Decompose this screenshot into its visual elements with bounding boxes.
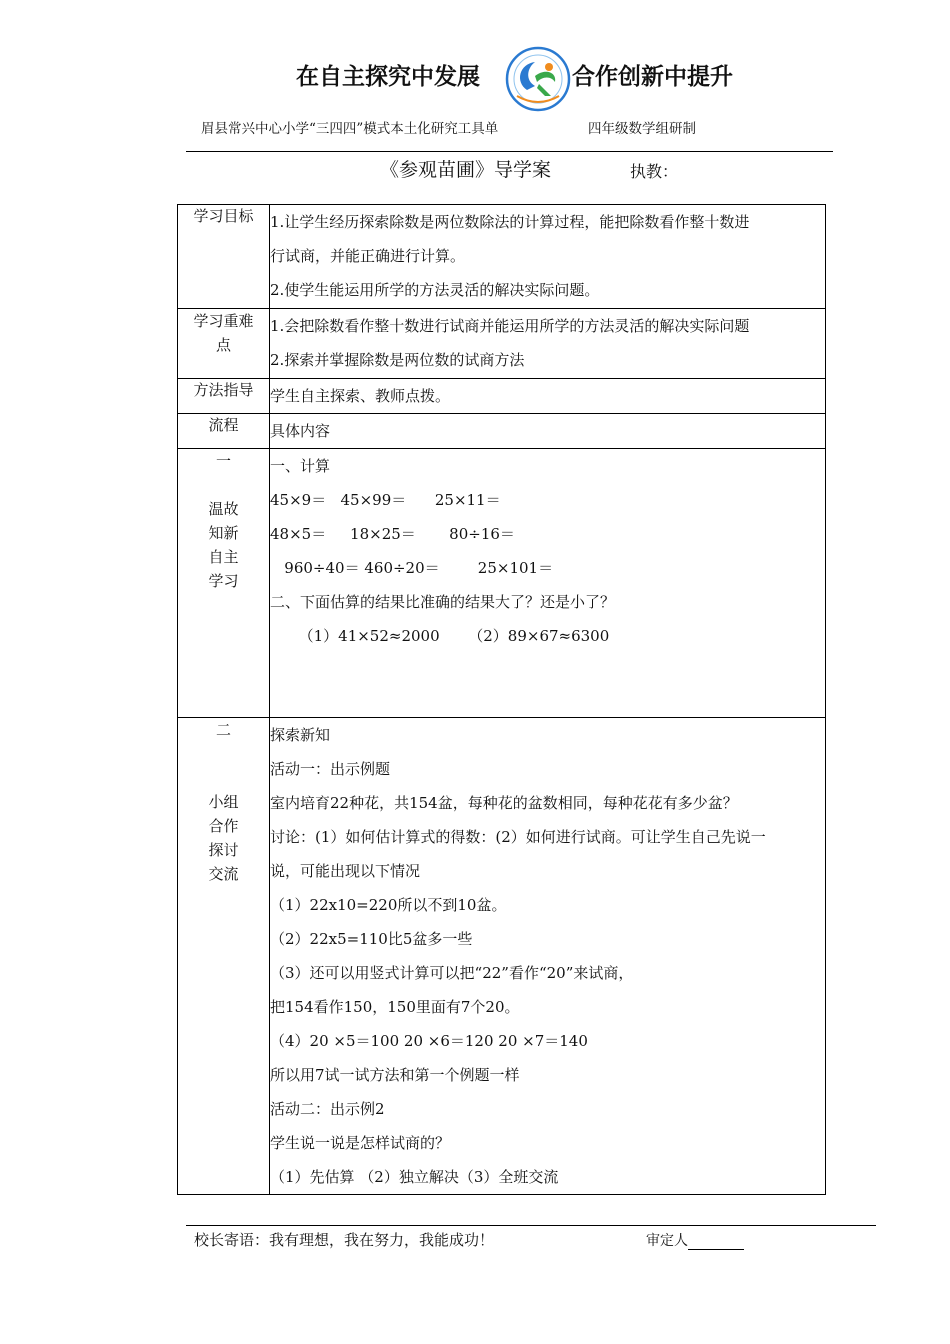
label-line: 一 (215, 452, 231, 470)
label-line: 小组 (208, 793, 239, 811)
table-row-review (178, 449, 826, 718)
label-line: 学习 (208, 572, 239, 590)
row-content (270, 379, 826, 414)
content-line: 二、下面估算的结果比准确的结果大了？还是小了？ (270, 593, 616, 611)
table-row-method (178, 379, 826, 414)
content-line: （1）先估算 （2）独立解决（3）全班交流 (270, 1168, 559, 1186)
row-content (270, 205, 826, 309)
subheader-group: 四年级数学组研制 (588, 121, 696, 137)
reviewer-blank (688, 1235, 744, 1250)
reviewer-field (646, 1230, 744, 1250)
banner-right-slogan: 合作创新中提升 (572, 64, 733, 90)
banner-left-slogan: 在自主探究中发展 (296, 64, 480, 90)
content-line: （3）还可以用竖式计算可以把“22”看作“20”来试商， (270, 964, 634, 982)
content-line: 室内培育22种花，共154盆，每种花的盆数相同，每种花花有多少盆？ (270, 794, 738, 812)
footer-divider (186, 1225, 876, 1226)
content-line: 1.会把除数看作整十数进行试商并能运用所学的方法灵活的解决实际问题 (270, 317, 750, 335)
label-line: 知新 (208, 524, 239, 542)
content-line: 960÷40＝ 460÷20＝ 25×101＝ (270, 559, 554, 577)
row-content (270, 309, 826, 379)
content-line: （1）22x10=220所以不到10盆。 (270, 896, 507, 914)
label-line: 合作 (208, 817, 239, 835)
content-line: 2.探索并掌握除数是两位数的试商方法 (270, 351, 525, 369)
content-line: 探索新知 (270, 726, 331, 744)
content-line: 一、计算 (270, 457, 331, 475)
label-line: 二 (215, 721, 231, 739)
lesson-table (177, 204, 826, 1195)
row-label: 学习目标 (178, 205, 270, 309)
content-line: 45×9＝ 45×99＝ 25×11＝ (270, 491, 501, 509)
content-line: 说，可能出现以下情况 (270, 862, 421, 880)
row-label: 流程 (178, 414, 270, 449)
row-content (270, 718, 826, 1195)
label-line: 温故 (208, 500, 239, 518)
content-line: （1）41×52≈2000 （2）89×67≈6300 (270, 627, 610, 645)
label-line: 自主 (208, 548, 239, 566)
content-line: 把154看作150，150里面有7个20。 (270, 998, 520, 1016)
school-logo (505, 46, 571, 112)
table-row-group-work (178, 718, 826, 1195)
teacher-label: 执教： (630, 162, 679, 181)
content-line: 讨论：(1）如何估计算式的得数：(2）如何进行试商。可让学生自己先说一 (270, 828, 766, 846)
content-line: 学生自主探索、教师点拨。 (270, 387, 451, 405)
content-line: 行试商，并能正确进行计算。 (270, 247, 466, 265)
content-line: 1.让学生经历探索除数是两位数除法的计算过程，能把除数看作整十数进 (270, 213, 750, 231)
table-row-key-points (178, 309, 826, 379)
row-label (178, 718, 270, 1195)
content-line: 所以用7试一试方法和第一个例题一样 (270, 1066, 520, 1084)
label-line: 交流 (208, 865, 239, 883)
table-row-process-header (178, 414, 826, 449)
content-line: （4）20 ×5＝100 20 ×6＝120 20 ×7＝140 (270, 1032, 588, 1050)
row-label (178, 449, 270, 718)
table-row-goals (178, 205, 826, 309)
row-label (178, 309, 270, 379)
reviewer-label: 审定人 (646, 1233, 688, 1249)
principal-motto: 校长寄语：我有理想，我在努力，我能成功！ (194, 1231, 495, 1249)
subheader-school: 眉县常兴中心小学“三四四”模式本土化研究工具单 (201, 121, 499, 137)
row-content (270, 449, 826, 718)
content-line: 学生说一说是怎样试商的？ (270, 1134, 451, 1152)
label-line: 点 (215, 336, 231, 354)
content-line: 活动一：出示例题 (270, 760, 391, 778)
content-line: （2）22x5=110比5盆多一些 (270, 930, 473, 948)
label-line: 探讨 (208, 841, 239, 859)
row-content (270, 414, 826, 449)
content-line: 48×5＝ 18×25＝ 80÷16＝ (270, 525, 515, 543)
label-line: 学习重难 (193, 312, 254, 330)
page-title: 《参观苗圃》导学案 (380, 159, 552, 181)
row-label: 方法指导 (178, 379, 270, 414)
content-line: 2.使学生能运用所学的方法灵活的解决实际问题。 (270, 281, 600, 299)
header-divider (186, 151, 833, 152)
content-line: 活动二：出示例2 (270, 1100, 385, 1118)
content-line: 具体内容 (270, 422, 331, 440)
